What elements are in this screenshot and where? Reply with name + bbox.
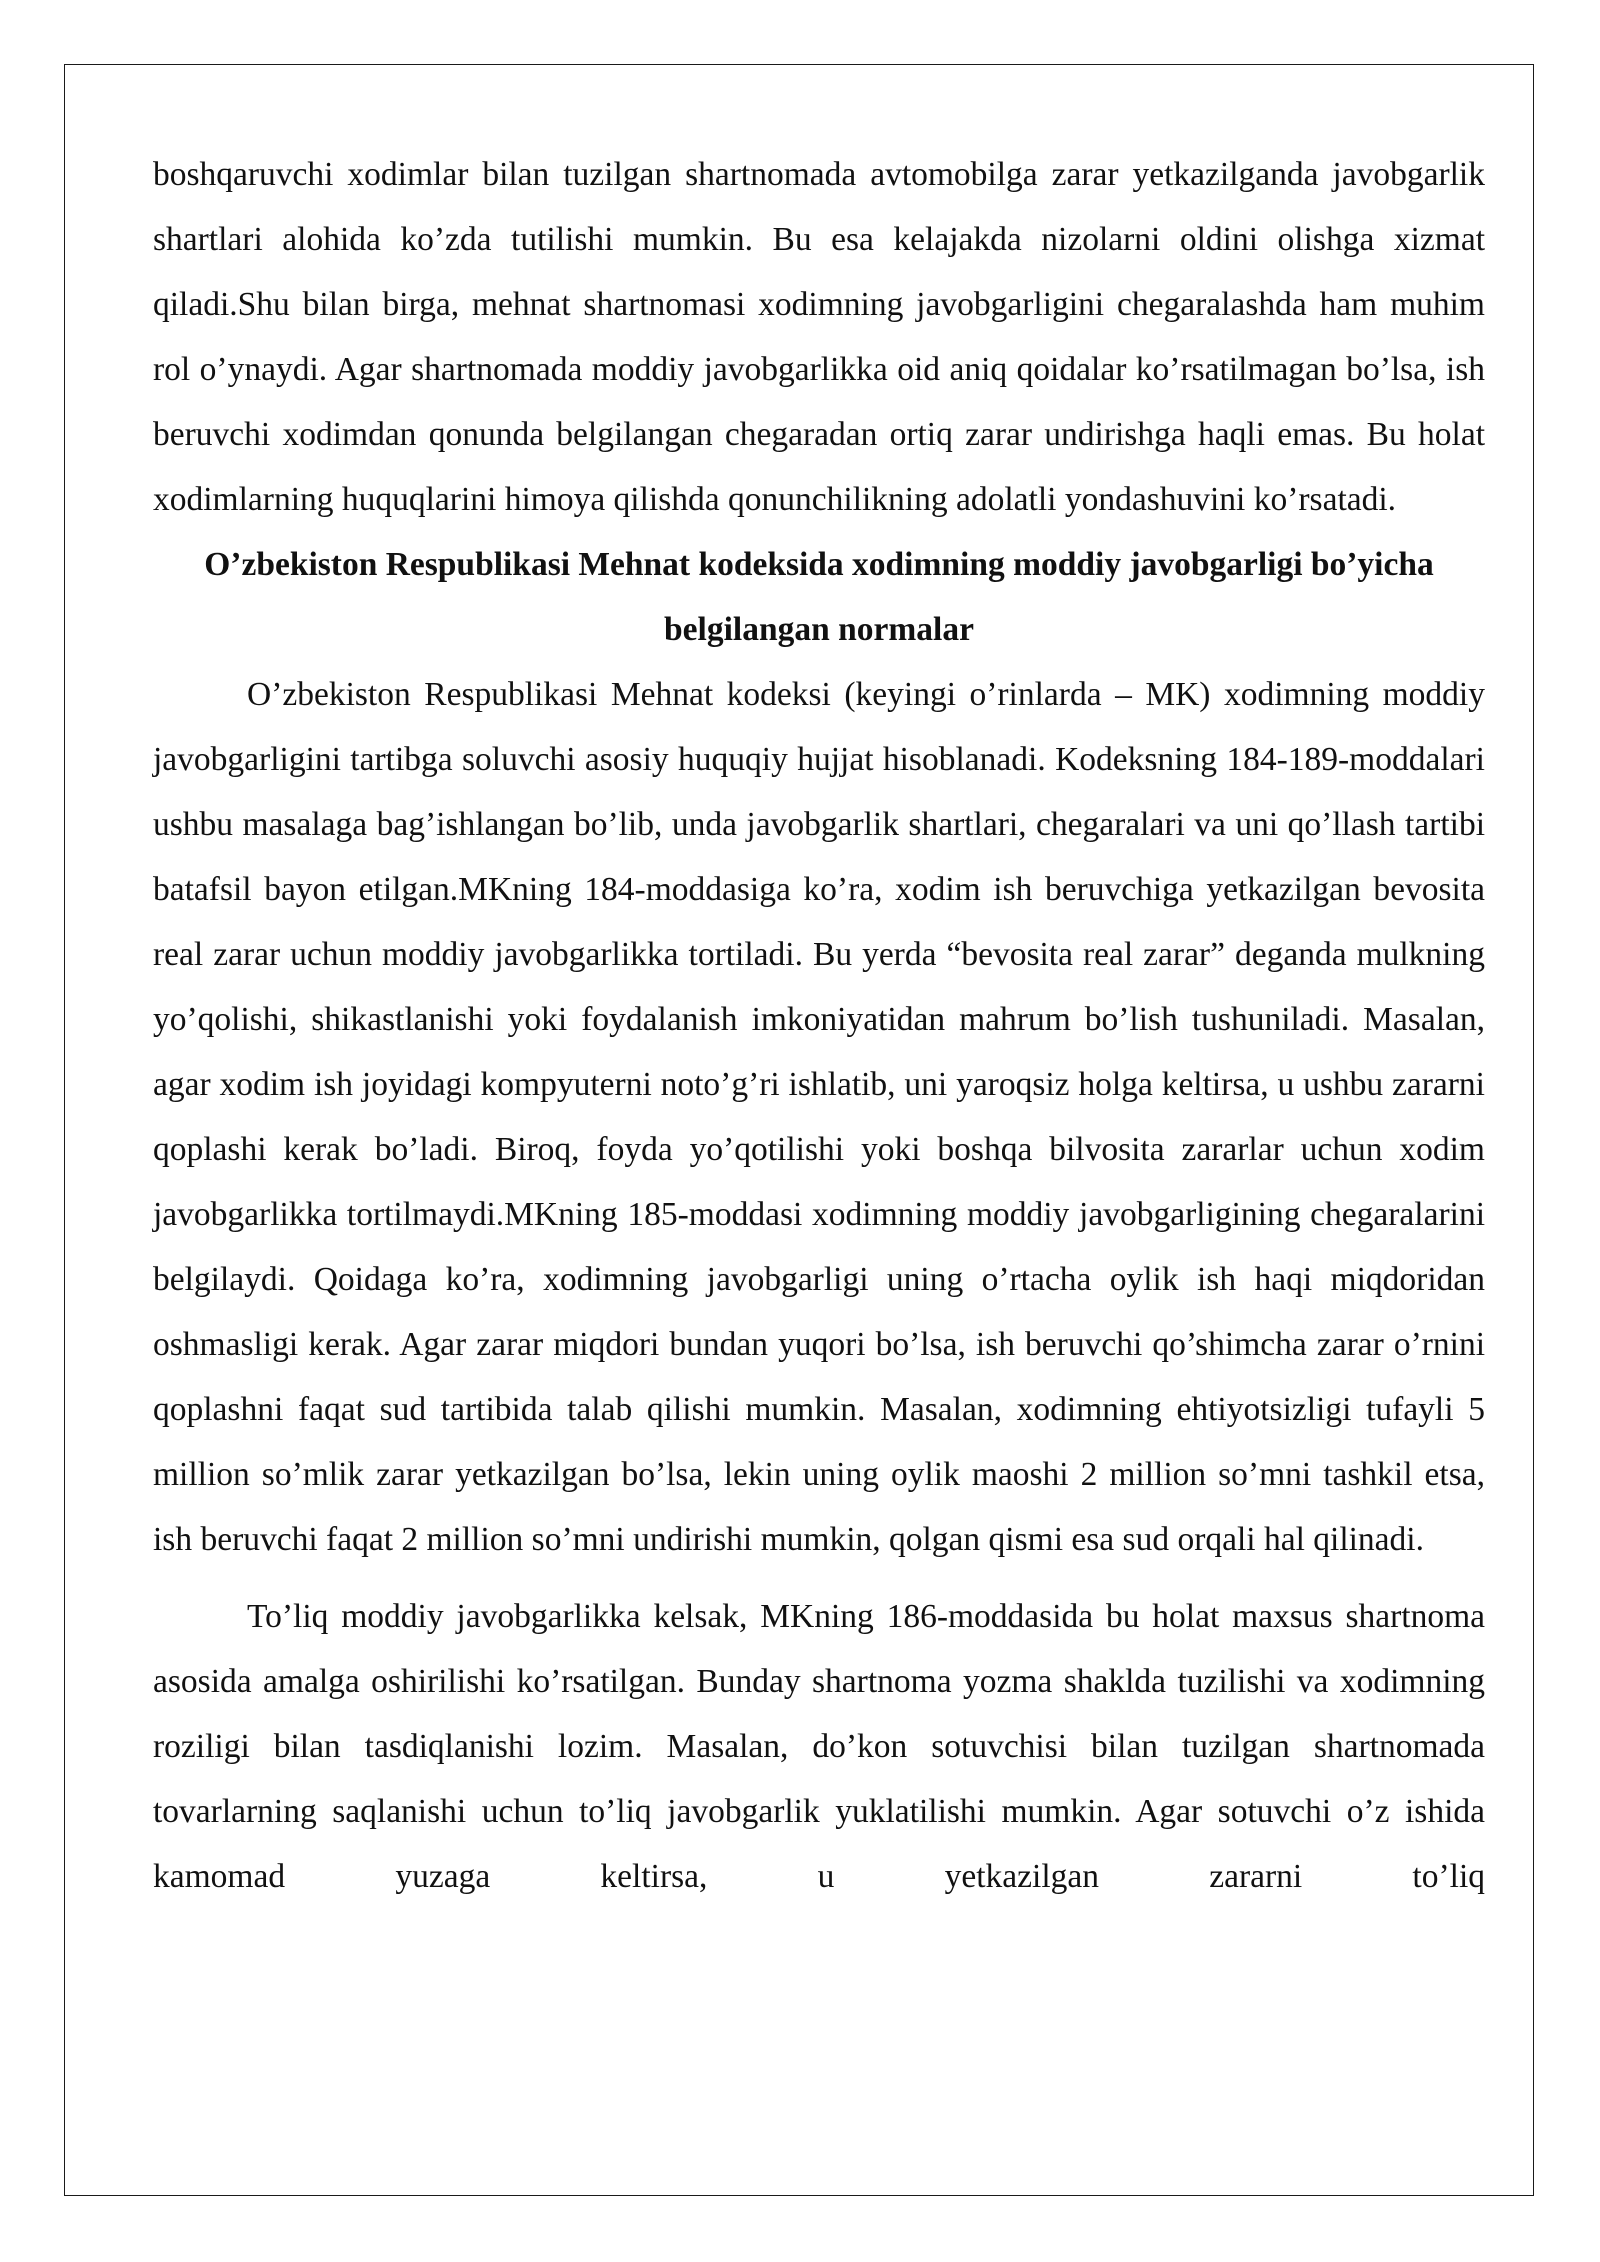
paragraph-1: boshqaruvchi xodimlar bilan tuzilgan shartnomada avtomobilga zarar yetkazilganda javobgarlik shartlari alohida ko’zda tutilishi mumkin. Bu esa kelajakda nizolarni oldini olishga xizmat qiladi.Shu bilan birga, mehnat shartnomasi xodimning javobgarligini chegaralashda ham muhim rol o’ynaydi. Agar shartnomada moddiy javobgarlikka oid aniq qoidalar ko’rsatilmagan bo’lsa, ish beruvchi xodimdan qonunda belgilangan chegaradan ortiq zarar undirishga haqli emas. Bu holat xodimlarning huquqlarini himoya qilishda qonunchilikning adolatli yondashuvini ko’rsatadi.	[153, 156, 1485, 518]
section-heading: O’zbekiston Respublikasi Mehnat kodeksida xodimning moddiy javobgarligi bo’yicha belgilangan normalar	[204, 546, 1434, 648]
paragraph-2: O’zbekiston Respublikasi Mehnat kodeksi (keyingi o’rinlarda – MK) xodimning moddiy javobgarligini tartibga soluvchi asosiy huquqiy hujjat hisoblanadi. Kodeksning 184-189-moddalari ushbu masalaga bag’ishlangan bo’lib, unda javobgarlik shartlari, chegaralari va uni qo’llash tartibi batafsil bayon etilgan.MKning 184-moddasiga ko’ra, xodim ish beruvchiga yetkazilgan bevosita real zarar uchun moddiy javobgarlikka tortiladi. Bu yerda “bevosita real zarar” deganda mulkning yo’qolishi, shikastlanishi yoki foydalanish imkoniyatidan mahrum bo’lish tushuniladi. Masalan, agar xodim ish joyidagi kompyuterni noto’g’ri ishlatib, uni yaroqsiz holga keltirsa, u ushbu zararni qoplashi kerak bo’ladi. Biroq, foyda yo’qotilishi yoki boshqa bilvosita zararlar uchun xodim javobgarlikka tortilmaydi.MKning 185-moddasi xodimning moddiy javobgarligining chegaralarini belgilaydi. Qoidaga ko’ra, xodimning javobgarligi uning o’rtacha oylik ish haqi miqdoridan oshmasligi kerak. Agar zarar miqdori bundan yuqori bo’lsa, ish beruvchi qo’shimcha zarar o’rnini qoplashni faqat sud tartibida talab qilishi mumkin. Masalan, xodimning ehtiyotsizligi tufayli 5 million so’mlik zarar yetkazilgan bo’lsa, lekin uning oylik maoshi 2 million so’mni tashkil etsa, ish beruvchi faqat 2 million so’mni undirishi mumkin, qolgan qismi esa sud orqali hal qilinadi.	[153, 676, 1485, 1558]
paragraph-3: To’liq moddiy javobgarlikka kelsak, MKning 186-moddasida bu holat maxsus shartnoma asosida amalga oshirilishi ko’rsatilgan. Bunday shartnoma yozma shaklda tuzilishi va xodimning roziligi bilan tasdiqlanishi lozim. Masalan, do’kon sotuvchisi bilan tuzilgan shartnomada tovarlarning saqlanishi uchun to’liq javobgarlik yuklatilishi mumkin. Agar sotuvchi o’z ishida kamomad yuzaga keltirsa, u yetkazilgan zararni to’liq	[153, 1598, 1485, 1895]
document-body	[153, 142, 1485, 1909]
